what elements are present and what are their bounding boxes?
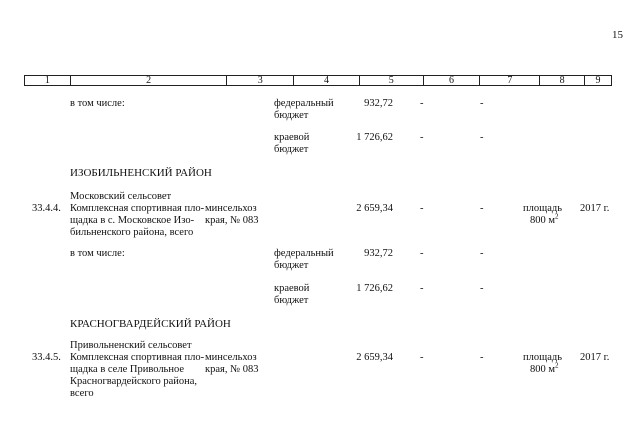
col6-value: - <box>420 248 424 259</box>
item-description-line: Московский сельсовет <box>70 191 172 202</box>
responsible-body <box>205 352 258 376</box>
year: 2017 г. <box>580 352 610 363</box>
col7-value: - <box>480 352 484 363</box>
capacity-label: площадь <box>523 352 562 363</box>
funding-source-line: бюджет <box>274 260 309 271</box>
header-col-4: 4 <box>294 76 360 85</box>
item-description-line: Комплексная спортивная пло- <box>70 203 205 214</box>
item-description-line: щадка в селе Привольное <box>70 364 185 375</box>
col6-value: - <box>420 132 424 143</box>
funding-source-line: бюджет <box>274 110 309 121</box>
row-label: в том числе: <box>70 248 125 259</box>
item-number: 33.4.5. <box>32 352 61 363</box>
funding-source-line: федеральный <box>274 248 334 259</box>
responsible-body-line: края, № 083 <box>205 215 259 226</box>
item-description-line: Комплексная спортивная пло- <box>70 352 205 363</box>
header-col-9: 9 <box>595 75 601 86</box>
amount: 932,72 <box>364 98 393 109</box>
header-col-6: 6 <box>424 76 481 85</box>
item-description-line: бильненского района, всего <box>70 227 194 238</box>
col7-value: - <box>480 283 484 294</box>
responsible-body-line: края, № 083 <box>205 364 259 375</box>
funding-source-line: бюджет <box>274 144 309 155</box>
col6-value: - <box>420 352 424 363</box>
col6-value: - <box>420 203 424 214</box>
amount: 1 726,62 <box>356 132 393 143</box>
responsible-body <box>205 203 258 227</box>
funding-source <box>274 132 309 156</box>
item-description-line: щадка в с. Московское Изо- <box>70 215 195 226</box>
col7-value: - <box>480 132 484 143</box>
col6-value: - <box>420 283 424 294</box>
capacity <box>523 352 562 376</box>
capacity-value <box>523 212 562 227</box>
capacity <box>523 203 562 227</box>
row-label: в том числе: <box>70 98 125 109</box>
item-description-line: Красногвардейского района, <box>70 376 198 387</box>
funding-source-line: бюджет <box>274 295 309 306</box>
capacity-number: 800 м <box>530 364 556 375</box>
responsible-body-line: минсельхоз <box>205 203 257 214</box>
header-col-7: 7 <box>480 76 540 85</box>
col6-value: - <box>420 98 424 109</box>
col7-value: - <box>480 98 484 109</box>
item-number: 33.4.4. <box>32 203 61 214</box>
district-heading: КРАСНОГВАРДЕЙСКИЙ РАЙОН <box>70 318 231 330</box>
header-col-8: 8 <box>540 76 585 85</box>
table-header-row <box>24 75 612 86</box>
amount: 932,72 <box>364 248 393 259</box>
capacity-value <box>523 361 562 376</box>
funding-source <box>274 98 334 122</box>
funding-source-line: краевой <box>274 283 310 294</box>
item-description-line: всего <box>70 388 94 399</box>
header-col-3: 3 <box>227 76 294 85</box>
item-description <box>70 191 204 239</box>
header-col-1: 1 <box>25 76 71 85</box>
capacity-label: площадь <box>523 203 562 214</box>
amount: 1 726,62 <box>356 283 393 294</box>
capacity-number: 800 м <box>530 215 556 226</box>
funding-source <box>274 283 309 307</box>
responsible-body-line: минсельхоз <box>205 352 257 363</box>
header-col-5: 5 <box>360 76 424 85</box>
capacity-unit-exponent: 2 <box>555 361 559 370</box>
item-description-line: Привольненский сельсовет <box>70 340 192 351</box>
col7-value: - <box>480 203 484 214</box>
year: 2017 г. <box>580 203 610 214</box>
funding-source-line: федеральный <box>274 98 334 109</box>
capacity-unit-exponent: 2 <box>555 212 559 221</box>
item-description <box>70 340 204 400</box>
funding-source <box>274 248 334 272</box>
page-number: 15 <box>612 29 623 41</box>
district-heading: ИЗОБИЛЬНЕНСКИЙ РАЙОН <box>70 167 212 179</box>
amount: 2 659,34 <box>356 352 393 363</box>
header-col-2: 2 <box>71 76 227 85</box>
funding-source-line: краевой <box>274 132 310 143</box>
col7-value: - <box>480 248 484 259</box>
amount: 2 659,34 <box>356 203 393 214</box>
